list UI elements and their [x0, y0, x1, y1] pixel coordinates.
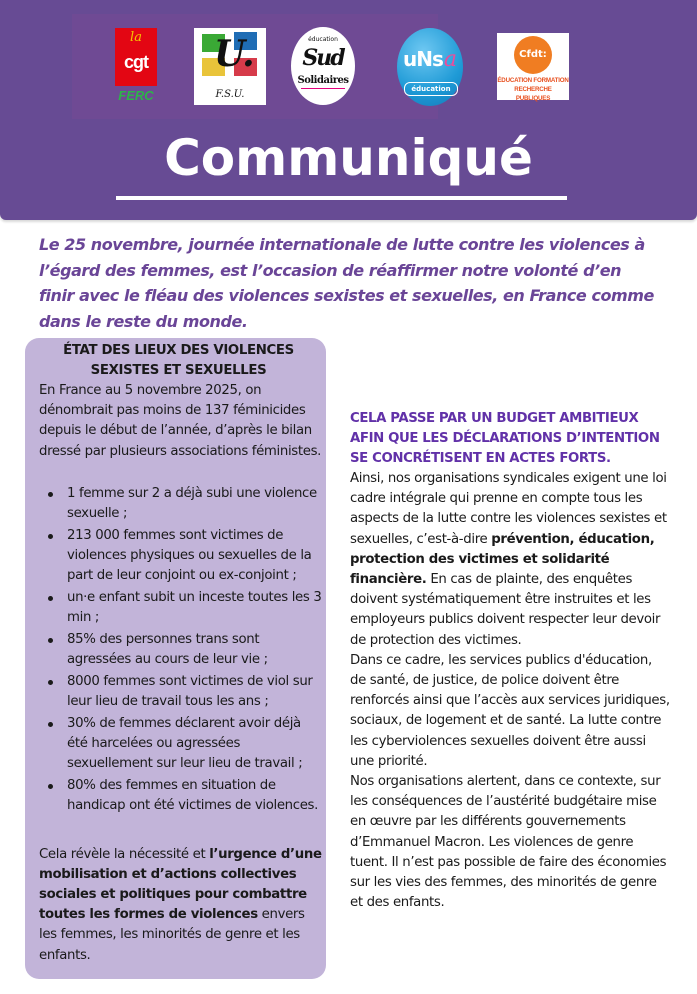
conclusion-text-end: envers les femmes, les minorités de genre et les enfants. — [39, 907, 305, 963]
budget-section — [350, 409, 670, 913]
cfdt-logo-subtitle — [497, 76, 569, 103]
title-underline — [116, 196, 567, 200]
fsu-logo-name: F.S.U. — [215, 89, 245, 100]
box-conclusion — [39, 845, 324, 966]
cfdt-logo-line1: ÉDUCATION FORMATION — [497, 77, 569, 84]
sud-logo-solidaires: Solidaires — [297, 75, 349, 86]
unsa-logo-wordmark — [397, 44, 463, 76]
cfdt-logo — [497, 33, 569, 100]
statistic-item: 85% des personnes trans sont agressées au cours de leur vie ; — [67, 630, 324, 670]
cfdt-logo-circle: Cfdt: — [514, 36, 552, 74]
demands-emphasis: prévention, éducation, protection des victimes et solidarité financière. — [350, 531, 655, 588]
unsa-logo-accent: a — [443, 47, 457, 72]
state-of-violence-content — [39, 341, 324, 966]
conclusion-emphasis: l’urgence d’une mobilisation et d’actions collectives sociales et politiques pour combattre toutes les formes de violences — [39, 846, 322, 923]
unsa-logo-education: éducation — [404, 82, 458, 96]
box-title: ÉTAT DES LIEUX DES VIOLENCES SEXISTES ET SEXUELLES — [63, 343, 294, 378]
unsa-education-logo — [397, 28, 463, 106]
box-intro: En France au 5 novembre 2025, on dénombrait pas moins de 137 féminicides depuis le début de l’année, d’après le bilan dressé par plusieurs associations féministes. — [39, 383, 322, 459]
cgt-ferc-logo — [113, 28, 159, 106]
statistics-list — [39, 484, 324, 817]
sud-education-logo — [291, 27, 355, 105]
sud-logo-underline — [301, 88, 345, 89]
public-services-paragraph: Dans ce cadre, les services publics d'éducation, de santé, de justice, de police doivent être renforcés ainsi que l’accès aux services juridiques, sociaux, de logement et de santé. La lutte contre les cyberviolences sexuelles doivent être aussi une priorité. — [350, 652, 670, 769]
conclusion-text: Cela révèle la nécessité et — [39, 846, 210, 862]
cgt-logo-la: la — [130, 30, 142, 45]
lead-paragraph: Le 25 novembre, journée internationale de lutte contre les violences à l’égard des femmes, est l’occasion de réaffirmer notre volonté d’en finir avec le fléau des violences sexistes et sexuelles, en France comme dans le reste du monde. — [39, 235, 654, 331]
austerity-paragraph: Nos organisations alertent, dans ce contexte, sur les conséquences de l’austérité budgétaire mise en œuvre par les différents gouvernements d’Emmanuel Macron. Les violences de genre tuent. Il n’est pas possible de faire des économies sur les vies des femmes, des minorités de genre et des enfants. — [350, 774, 667, 911]
cfdt-logo-line2: RECHERCHE PUBLIQUES — [514, 86, 552, 102]
cgt-logo-text: cgt — [124, 52, 148, 72]
statistic-item: 213 000 femmes sont victimes de violences physiques ou sexuelles de la part de leur conjoint ou ex-conjoint ; — [67, 526, 324, 587]
unsa-logo-main: uNs — [402, 47, 443, 71]
cgt-logo-ferc: FERC — [118, 88, 154, 103]
statistic-item: 1 femme sur 2 a déjà subi une violence sexuelle ; — [67, 484, 324, 524]
state-of-violence-box — [25, 338, 326, 979]
sud-logo-education: éducation — [308, 36, 338, 43]
page-title: Communiqué — [164, 129, 533, 187]
demands-text-end: En cas de plainte, des enquêtes doivent systématiquement être instruites et les employeurs publics doivent respecter leur devoir de protection des victimes. — [350, 572, 661, 648]
demands-paragraph — [350, 469, 670, 651]
demands-text: Ainsi, nos organisations syndicales exigent une loi cadre intégrale qui prenne en compte tous les aspects de la lutte contre les violences sexistes et sexuelles, c’est-à-dire — [350, 471, 667, 547]
statistic-item: 8000 femmes sont victimes de viol sur leur lieu de travail tous les ans ; — [67, 672, 324, 712]
statistic-item: 80% des femmes en situation de handicap ont été victimes de violences. — [67, 776, 324, 816]
sud-logo-main: Sud — [302, 45, 344, 71]
budget-heading: CELA PASSE PAR UN BUDGET AMBITIEUX AFIN QUE LES DÉCLARATIONS D’INTENTION SE CONCRÉTISENT EN ACTES FORTS. — [350, 411, 660, 466]
header-banner — [0, 0, 697, 220]
statistic-item: un·e enfant subit un inceste toutes les 3 min ; — [67, 588, 324, 628]
statistic-item: 30% de femmes déclarent avoir déjà été harcelées ou agressées sexuellement sur leur lieu de travail ; — [67, 714, 324, 775]
fsu-logo — [194, 28, 266, 105]
fsu-logo-letter: U. — [214, 33, 255, 75]
